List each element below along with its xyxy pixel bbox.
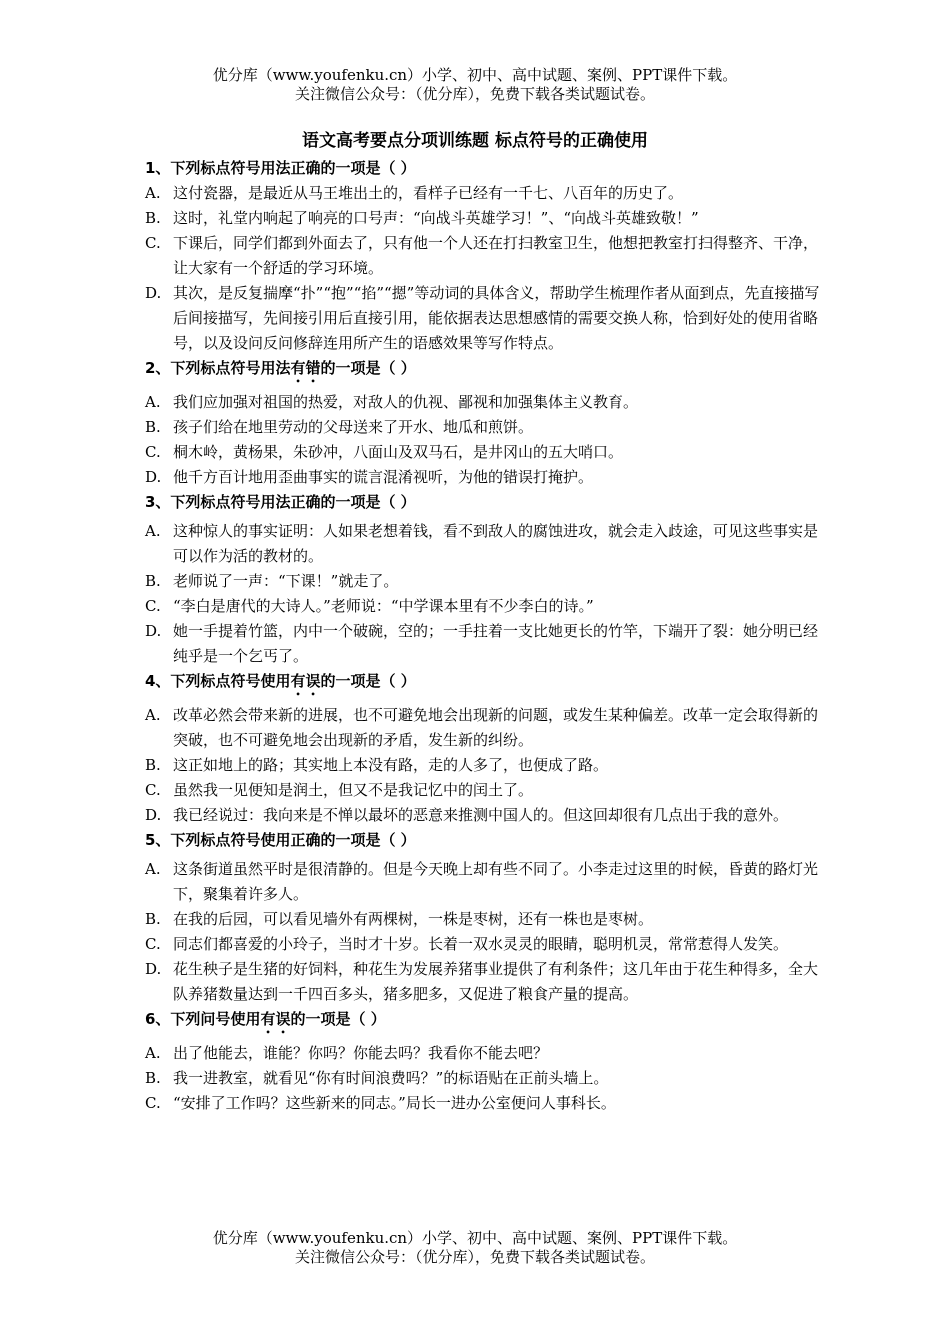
option-label: A.	[145, 860, 161, 878]
footer-line-2: 关注微信公众号：（优分库），免费下载各类试题试卷。	[294, 1248, 655, 1266]
option-text: 这付瓷器，是最近从马王堆出土的，看样子已经有一千七、八百年的历史了。	[173, 184, 684, 202]
footer-line-1: 优分库（www.youfenku.cn）小学、初中、高中试题、案例、PPT课件下载。	[212, 1229, 738, 1247]
option-b	[145, 1066, 825, 1091]
option-text: 我一进教室，就看见“你有时间浪费吗？”的标语贴在正前头墙上。	[173, 1069, 609, 1087]
emphasis-text: 有误	[290, 672, 321, 690]
question-6	[145, 1007, 825, 1116]
option-label: C.	[145, 781, 161, 799]
option-label: B.	[145, 756, 161, 774]
option-text: 这时，礼堂内响起了响亮的口号声：“向战斗英雄学习！”、“向战斗英雄致敬！”	[173, 209, 699, 227]
option-c	[145, 932, 825, 957]
option-b	[145, 753, 825, 778]
question-title: 5、下列标点符号使用正确的一项是（ ）	[145, 831, 416, 849]
option-label: A.	[145, 184, 161, 202]
option-text: 这条街道虽然平时是很清静的。但是今天晚上却有些不同了。小李走过这里的时候，昏黄的路灯光下，聚集着许多人。	[173, 860, 819, 903]
option-b	[145, 415, 825, 440]
option-label: B.	[145, 418, 161, 436]
option-a	[145, 1041, 825, 1066]
option-text: 我已经说过：我向来是不惮以最坏的恶意来推测中国人的。但这回却很有几点出于我的意外。	[173, 806, 789, 824]
option-label: D.	[145, 622, 162, 640]
option-text: 这种惊人的事实证明：人如果老想着钱，看不到敌人的腐蚀进攻，就会走入歧途，可见这些事实是可以作为活的教材的。	[173, 522, 819, 565]
option-c	[145, 440, 825, 465]
option-label: C.	[145, 597, 161, 615]
option-d	[145, 619, 825, 669]
question-title: 4、下列标点符号使用有误的一项是（ ）	[145, 672, 416, 690]
header-line-2: 关注微信公众号：（优分库），免费下载各类试题试卷。	[294, 85, 655, 103]
option-label: D.	[145, 806, 162, 824]
option-label: C.	[145, 1094, 161, 1112]
option-label: B.	[145, 572, 161, 590]
option-b	[145, 206, 825, 231]
question-3	[145, 490, 825, 669]
option-label: B.	[145, 209, 161, 227]
option-b	[145, 907, 825, 932]
option-label: D.	[145, 284, 162, 302]
option-c	[145, 594, 825, 619]
option-text: “安排了工作吗？这些新来的同志。”局长一进办公室便问人事科长。	[173, 1094, 616, 1112]
header-line-1: 优分库（www.youfenku.cn）小学、初中、高中试题、案例、PPT课件下载。	[212, 66, 738, 84]
option-text: 她一手提着竹篮，内中一个破碗，空的；一手拄着一支比她更长的竹竿，下端开了裂：她分明已经纯乎是一个乞丐了。	[173, 622, 819, 665]
option-text: 老师说了一声：“下课！”就走了。	[173, 572, 399, 590]
option-text: “李白是唐代的大诗人。”老师说：“中学课本里有不少李白的诗。”	[173, 597, 594, 615]
question-5	[145, 828, 825, 1007]
option-text: 他千方百计地用歪曲事实的谎言混淆视听，为他的错误打掩护。	[173, 468, 594, 486]
option-label: D.	[145, 960, 162, 978]
question-2	[145, 356, 825, 490]
option-text: 下课后，同学们都到外面去了，只有他一个人还在打扫教室卫生，他想把教室打扫得整齐、干净，让大家有一个舒适的学习环境。	[173, 234, 819, 277]
option-b	[145, 569, 825, 594]
option-d	[145, 957, 825, 1007]
option-a	[145, 390, 825, 415]
option-label: B.	[145, 910, 161, 928]
option-label: A.	[145, 393, 161, 411]
option-label: A.	[145, 1044, 161, 1062]
option-d	[145, 281, 825, 356]
question-title: 2、下列标点符号用法有错的一项是（ ）	[145, 359, 416, 377]
option-label: A.	[145, 522, 161, 540]
emphasis-text: 有错	[290, 359, 321, 377]
option-text: 这正如地上的路；其实地上本没有路，走的人多了，也便成了路。	[173, 756, 609, 774]
question-1	[145, 156, 825, 356]
option-d	[145, 803, 825, 828]
option-d	[145, 465, 825, 490]
option-label: C.	[145, 234, 161, 252]
option-a	[145, 181, 825, 206]
question-4	[145, 669, 825, 828]
page-header	[0, 66, 950, 104]
document-title: 语文高考要点分项训练题 标点符号的正确使用	[302, 131, 648, 151]
question-title: 1、下列标点符号用法正确的一项是（ ）	[145, 159, 416, 177]
option-c	[145, 231, 825, 281]
option-text: 孩子们给在地里劳动的父母送来了开水、地瓜和煎饼。	[173, 418, 534, 436]
option-c	[145, 1091, 825, 1116]
option-text: 在我的后园，可以看见墙外有两棵树，一株是枣树，还有一株也是枣树。	[173, 910, 654, 928]
option-label: C.	[145, 443, 161, 461]
option-text: 其次，是反复揣摩“扑”“抱”“掐”“摁”等动词的具体含义，帮助学生梳理作者从面到点，先直接描写后间接描写，先间接引用后直接引用，能依据表达思想感情的需要交换人称，恰到好处的使用省略号，以及设问反问修辞连用所产生的语感效果等写作特点。	[173, 284, 820, 352]
question-title: 6、下列问号使用有误的一项是（ ）	[145, 1010, 386, 1028]
question-title: 3、下列标点符号用法正确的一项是（ ）	[145, 493, 416, 511]
question-list	[145, 156, 825, 1116]
page-footer	[0, 1229, 950, 1267]
option-a	[145, 857, 825, 907]
emphasis-text: 有误	[260, 1010, 291, 1028]
option-text: 花生秧子是生猪的好饲料，种花生为发展养猪事业提供了有利条件；这几年由于花生种得多，全大队养猪数量达到一千四百多头，猪多肥多，又促进了粮食产量的提高。	[173, 960, 819, 1003]
option-text: 同志们都喜爱的小玲子，当时才十岁。长着一双水灵灵的眼睛，聪明机灵，常常惹得人发笑。	[173, 935, 789, 953]
option-text: 我们应加强对祖国的热爱，对敌人的仇视、鄙视和加强集体主义教育。	[173, 393, 639, 411]
option-a	[145, 703, 825, 753]
option-label: C.	[145, 935, 161, 953]
option-text: 虽然我一见便知是润土，但又不是我记忆中的闰土了。	[173, 781, 534, 799]
option-label: A.	[145, 706, 161, 724]
option-label: D.	[145, 468, 162, 486]
option-c	[145, 778, 825, 803]
option-text: 改革必然会带来新的进展，也不可避免地会出现新的问题，或发生某种偏差。改革一定会取得新的突破，也不可避免地会出现新的矛盾，发生新的纠纷。	[173, 706, 819, 749]
option-a	[145, 519, 825, 569]
option-text: 桐木岭，黄杨果，朱砂冲，八面山及双马石，是井冈山的五大哨口。	[173, 443, 624, 461]
option-text: 出了他能去，谁能？你吗？你能去吗？我看你不能去吧？	[173, 1044, 549, 1062]
option-label: B.	[145, 1069, 161, 1087]
